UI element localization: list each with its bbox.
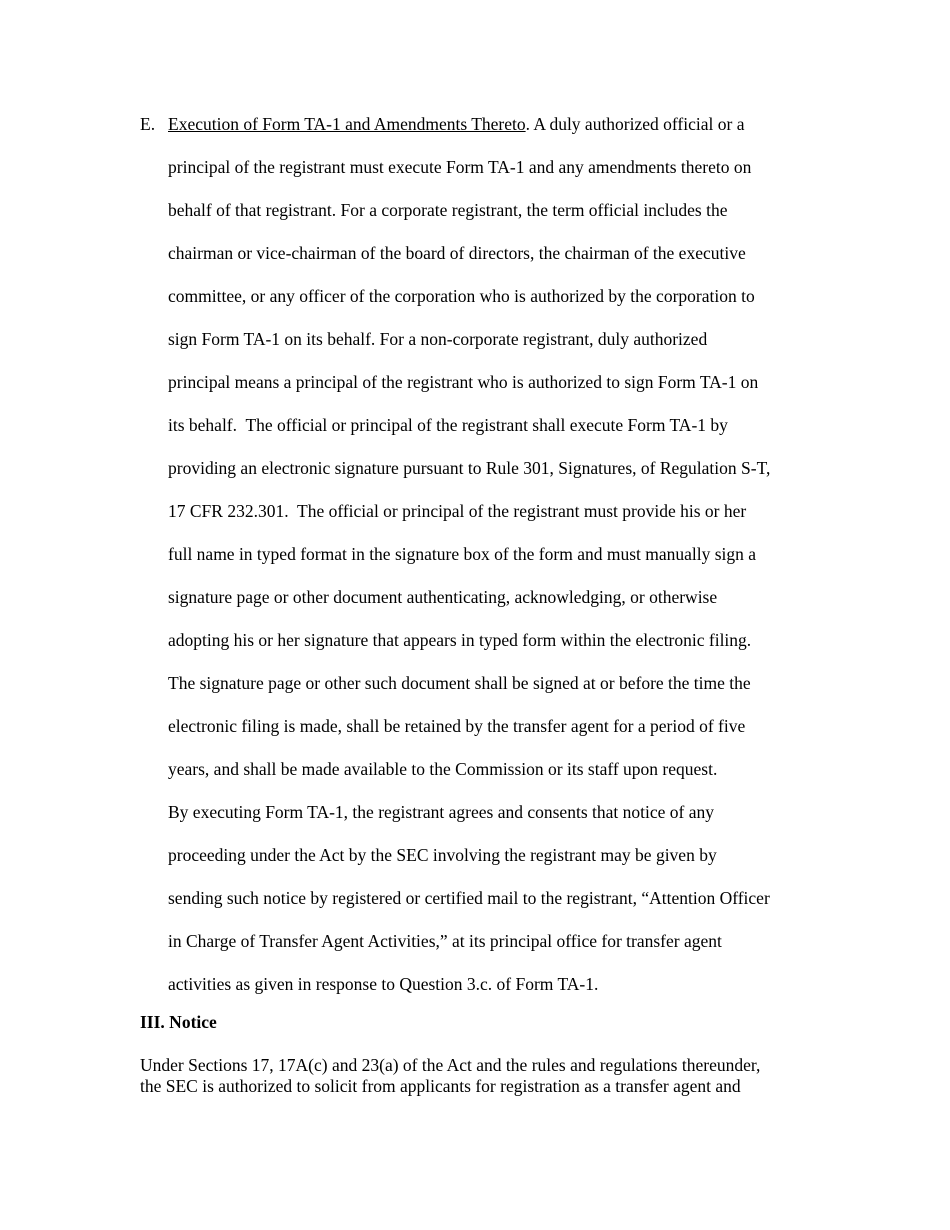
section-e-line: chairman or vice-chairman of the board of directors, the chairman of the executive	[168, 243, 746, 263]
section-e-body	[168, 110, 840, 1013]
section-e-line: behalf of that registrant. For a corporate registrant, the term official includes the	[168, 200, 728, 220]
section-e-line: signature page or other document authenticating, acknowledging, or otherwise	[168, 587, 718, 607]
section-e-first-line-rest: . A duly authorized official or a	[525, 114, 745, 134]
section-e-line: full name in typed format in the signature box of the form and must manually sign a	[168, 544, 757, 564]
section-e-heading: Execution of Form TA-1 and Amendments Thereto	[168, 114, 526, 134]
section-e-line: sign Form TA-1 on its behalf. For a non-corporate registrant, duly authorized	[168, 329, 708, 349]
section-e-line: principal means a principal of the registrant who is authorized to sign Form TA-1 on	[168, 372, 759, 392]
section-e-line: 17 CFR 232.301. The official or principal of the registrant must provide his or her	[168, 501, 747, 521]
section-e-line: years, and shall be made available to the Commission or its staff upon request.	[168, 759, 718, 779]
section-e-marker: E.	[140, 114, 156, 134]
section-e-line: its behalf. The official or principal of the registrant shall execute Form TA-1 by	[168, 415, 728, 435]
section-e-line: electronic filing is made, shall be retained by the transfer agent for a period of five	[168, 716, 746, 736]
section-e-line: By executing Form TA-1, the registrant agrees and consents that notice of any	[168, 802, 714, 822]
section-e	[140, 110, 840, 1013]
notice-line: the SEC is authorized to solicit from applicants for registration as a transfer agent and	[140, 1076, 741, 1096]
section-e-line: providing an electronic signature pursuant to Rule 301, Signatures, of Regulation S-T,	[168, 458, 771, 478]
section-e-line: principal of the registrant must execute Form TA-1 and any amendments thereto on	[168, 157, 752, 177]
section-e-line: in Charge of Transfer Agent Activities,” at its principal office for transfer agent	[168, 931, 722, 951]
section-e-line: committee, or any officer of the corporation who is authorized by the corporation to	[168, 286, 755, 306]
section-e-line: activities as given in response to Question 3.c. of Form TA-1.	[168, 974, 599, 994]
section-e-line: sending such notice by registered or certified mail to the registrant, “Attention Officer	[168, 888, 770, 908]
notice-line: Under Sections 17, 17A(c) and 23(a) of the Act and the rules and regulations thereunder,	[140, 1055, 761, 1075]
notice-paragraph	[140, 1055, 840, 1097]
section-e-line: The signature page or other such document shall be signed at or before the time the	[168, 673, 751, 693]
section-e-line: proceeding under the Act by the SEC involving the registrant may be given by	[168, 845, 717, 865]
section-e-first-line	[168, 110, 840, 153]
section-e-line: adopting his or her signature that appears in typed form within the electronic filing.	[168, 630, 752, 650]
section-iii-heading: III. Notice	[140, 1012, 217, 1032]
